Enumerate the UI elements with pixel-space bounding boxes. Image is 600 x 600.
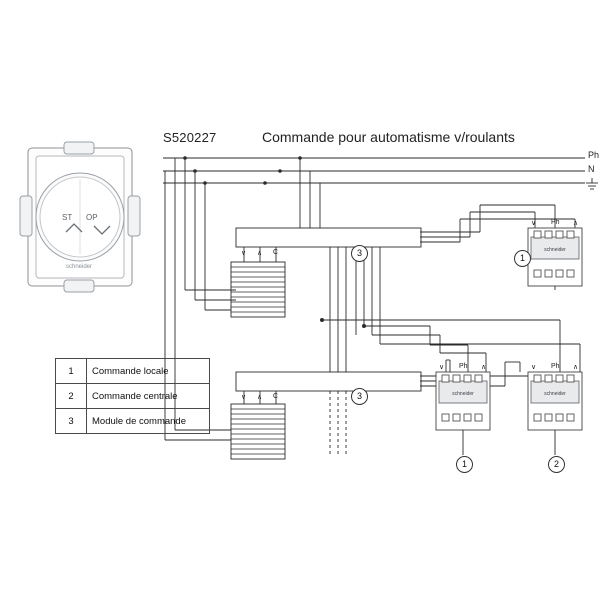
legend-table (55, 358, 210, 434)
badge-device-top-right: 1 (514, 250, 531, 267)
device-body-bottom-left (436, 372, 490, 430)
module-top-terminal-2: ∧ (257, 250, 263, 257)
module-bottom-terminal-2: ∧ (257, 394, 263, 401)
legend-row (56, 409, 210, 434)
product-brand: schneider (66, 264, 93, 270)
legend-label: Commande locale (87, 359, 210, 384)
module-top-terminal-3: C (273, 249, 279, 256)
reference-code: S520227 (163, 130, 217, 145)
module-bottom-terminal-3: C (273, 393, 279, 400)
legend-number: 2 (56, 384, 87, 409)
device-bottom-left-terminal-3: ∧ (481, 364, 487, 371)
rail-label-n: N (588, 164, 595, 174)
diagram-title: Commande pour automatisme v/roulants (262, 129, 515, 145)
shutter-motor-bottom (231, 404, 285, 459)
legend-number: 3 (56, 409, 87, 434)
module-top-terminal-1: ∨ (241, 250, 247, 257)
badge-device-bottom-right: 2 (548, 456, 565, 473)
legend-label: Module de commande (87, 409, 210, 434)
badge-module-bottom: 3 (351, 388, 368, 405)
device-bottom-left-terminal-2: Ph (459, 363, 468, 370)
product-illustration (14, 140, 154, 300)
module-bar-top (236, 228, 421, 247)
shutter-motor-top (231, 262, 285, 317)
legend-label: Commande centrale (87, 384, 210, 409)
module-bottom-terminal-1: ∨ (241, 394, 247, 401)
stop-marking-right: OP (86, 213, 98, 222)
device-bottom-left-terminal-1: ∨ (439, 364, 445, 371)
device-brand-bottom-right: schneider (544, 391, 566, 397)
module-bar-bottom (236, 372, 421, 391)
device-bottom-right-terminal-1: ∨ (531, 364, 537, 371)
device-body-top-right (528, 228, 582, 286)
device-top-right-terminal-2: Ph (551, 219, 560, 226)
legend-number: 1 (56, 359, 87, 384)
device-top-right-terminal-3: ∧ (573, 220, 579, 227)
device-bottom-right-terminal-2: Ph (551, 363, 560, 370)
stop-marking-left: ST (62, 213, 73, 222)
badge-module-top: 3 (351, 245, 368, 262)
legend-row (56, 384, 210, 409)
rail-label-ph: Ph (588, 150, 600, 160)
device-body-bottom-right (528, 372, 582, 430)
legend-row (56, 359, 210, 384)
earth-symbol (586, 178, 598, 189)
device-brand-top-right: schneider (544, 247, 566, 253)
device-top-right-terminal-1: ∨ (531, 220, 537, 227)
device-bottom-right-terminal-3: ∧ (573, 364, 579, 371)
badge-device-bottom-left: 1 (456, 456, 473, 473)
device-brand-bottom-left: schneider (452, 391, 474, 397)
